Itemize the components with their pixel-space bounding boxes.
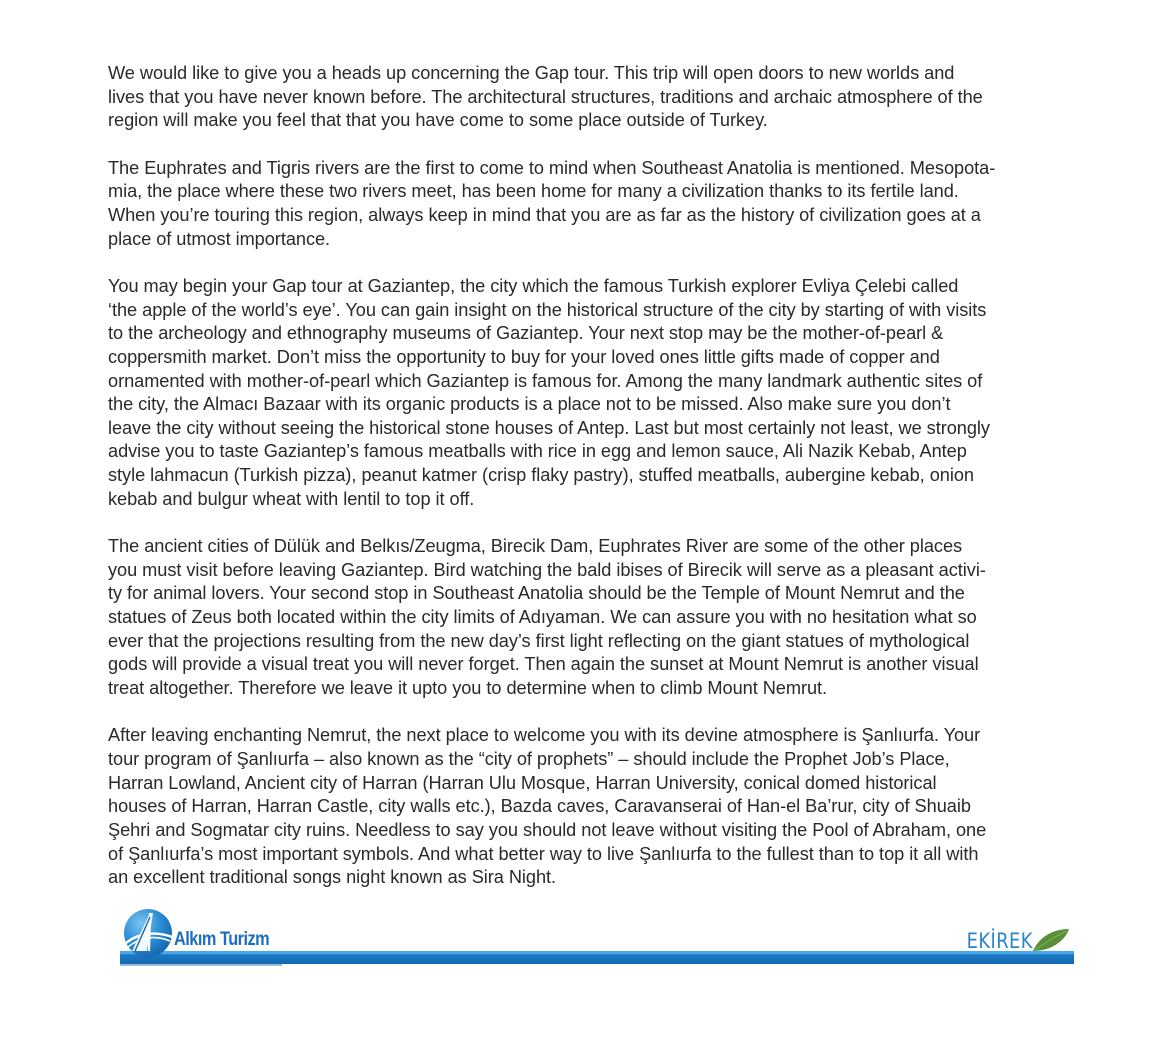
text-line: an excellent traditional songs night known as Sira Night. [108, 867, 557, 888]
text-line: advise you to taste Gaziantep’s famous meatballs with rice in egg and lemon sauce, Ali Nazik Kebab, Antep [108, 441, 967, 462]
footer-divider-highlight [120, 951, 1074, 954]
text-line: style lahmacun (Turkish pizza), peanut katmer (crisp flaky pastry), stuffed meatballs, aubergine kebab, onion [108, 465, 974, 486]
ekirek-wordmark: EKİREK [966, 929, 1033, 953]
text-line: treat altogether. Therefore we leave it upto you to determine when to climb Mount Nemrut. [108, 678, 828, 699]
text-line: lives that you have never known before. The architectural structures, traditions and archaic atmosphere of the [108, 86, 983, 107]
text-line: You may begin your Gap tour at Gaziantep, the city which the famous Turkish explorer Evliya Çelebi called [108, 275, 959, 296]
text-line: the city, the Almacı Bazaar with its organic products is a place not to be missed. Also make sure you don’t [108, 394, 951, 415]
text-line: When you’re touring this region, always keep in mind that you are as far as the history of civilization goes at a [108, 204, 981, 225]
text-line: of Şanlıurfa’s most important symbols. And what better way to live Şanlıurfa to the fullest than to top it all with [108, 843, 979, 864]
paragraph-sanliurfa [108, 724, 1098, 890]
footer-divider-shadow [120, 964, 282, 966]
text-line: coppersmith market. Don’t miss the opportunity to buy for your loved ones little gifts made of copper and [108, 346, 940, 367]
text-line: kebab and bulgur wheat with lentil to top it off. [108, 488, 475, 509]
text-line: mia, the place where these two rivers meet, has been home for many a civilization thanks to its fertile land. [108, 181, 959, 202]
paragraph-mesopotamia [108, 157, 1098, 252]
text-line: leave the city without seeing the historical stone houses of Antep. Last but most certainly not least, we strongly [108, 417, 990, 438]
paragraph-intro [108, 62, 1098, 133]
text-line: houses of Harran, Harran Castle, city walls etc.), Bazda caves, Caravanserai of Han-el Ba’rur, city of Shuaib [108, 796, 971, 817]
page-footer [120, 905, 1075, 965]
text-line: place of utmost importance. [108, 228, 331, 249]
text-line: Harran Lowland, Ancient city of Harran (Harran Ulu Mosque, Harran University, conical domed historical [108, 772, 937, 793]
paragraph-gaziantep [108, 275, 1098, 512]
text-line: to the archeology and ethnography museums of Gaziantep. Your next stop may be the mother-of-pearl & [108, 323, 944, 344]
green-leaf-icon [1031, 927, 1071, 953]
text-line: gods will provide a visual treat you will never forget. Then again the sunset at Mount Nemrut is another visual [108, 654, 979, 675]
text-line: ‘the apple of the world’s eye’. You can gain insight on the historical structure of the city by starting of with visits [108, 299, 987, 320]
document-body [108, 62, 1098, 914]
alkim-a-globe-icon [122, 907, 174, 957]
text-line: you must visit before leaving Gaziantep. Bird watching the bald ibises of Birecik will serve as a pleasant activi- [108, 559, 986, 580]
text-line: ty for animal lovers. Your second stop in Southeast Anatolia should be the Temple of Mount Nemrut and the [108, 583, 965, 604]
text-line: statues of Zeus both located within the city limits of Adıyaman. We can assure you with no hesitation what so [108, 607, 977, 628]
text-line: We would like to give you a heads up concerning the Gap tour. This trip will open doors to new worlds and [108, 63, 955, 83]
text-line: tour program of Şanlıurfa – also known as the “city of prophets” – should include the Prophet Job’s Place, [108, 748, 950, 769]
text-line: Şehri and Sogmatar city ruins. Needless to say you should not leave without visiting the Pool of Abraham, one [108, 819, 987, 840]
paragraph-nemrut [108, 535, 1098, 701]
text-line: ever that the projections resulting from the new day’s first light reflecting on the giant statues of mythological [108, 630, 970, 651]
text-line: region will make you feel that that you have come to some place outside of Turkey. [108, 110, 768, 131]
alkim-turizm-wordmark: Alkım Turizm [174, 929, 270, 950]
text-line: The ancient cities of Dülük and Belkıs/Zeugma, Birecik Dam, Euphrates River are some of the other places [108, 536, 963, 557]
text-line: The Euphrates and Tigris rivers are the first to come to mind when Southeast Anatolia is mentioned. Mesopota- [108, 157, 996, 178]
text-line: After leaving enchanting Nemrut, the next place to welcome you with its devine atmosphere is Şanlıurfa. Your [108, 725, 981, 746]
text-line: ornamented with mother-of-pearl which Gaziantep is famous for. Among the many landmark authentic sites of [108, 370, 983, 391]
